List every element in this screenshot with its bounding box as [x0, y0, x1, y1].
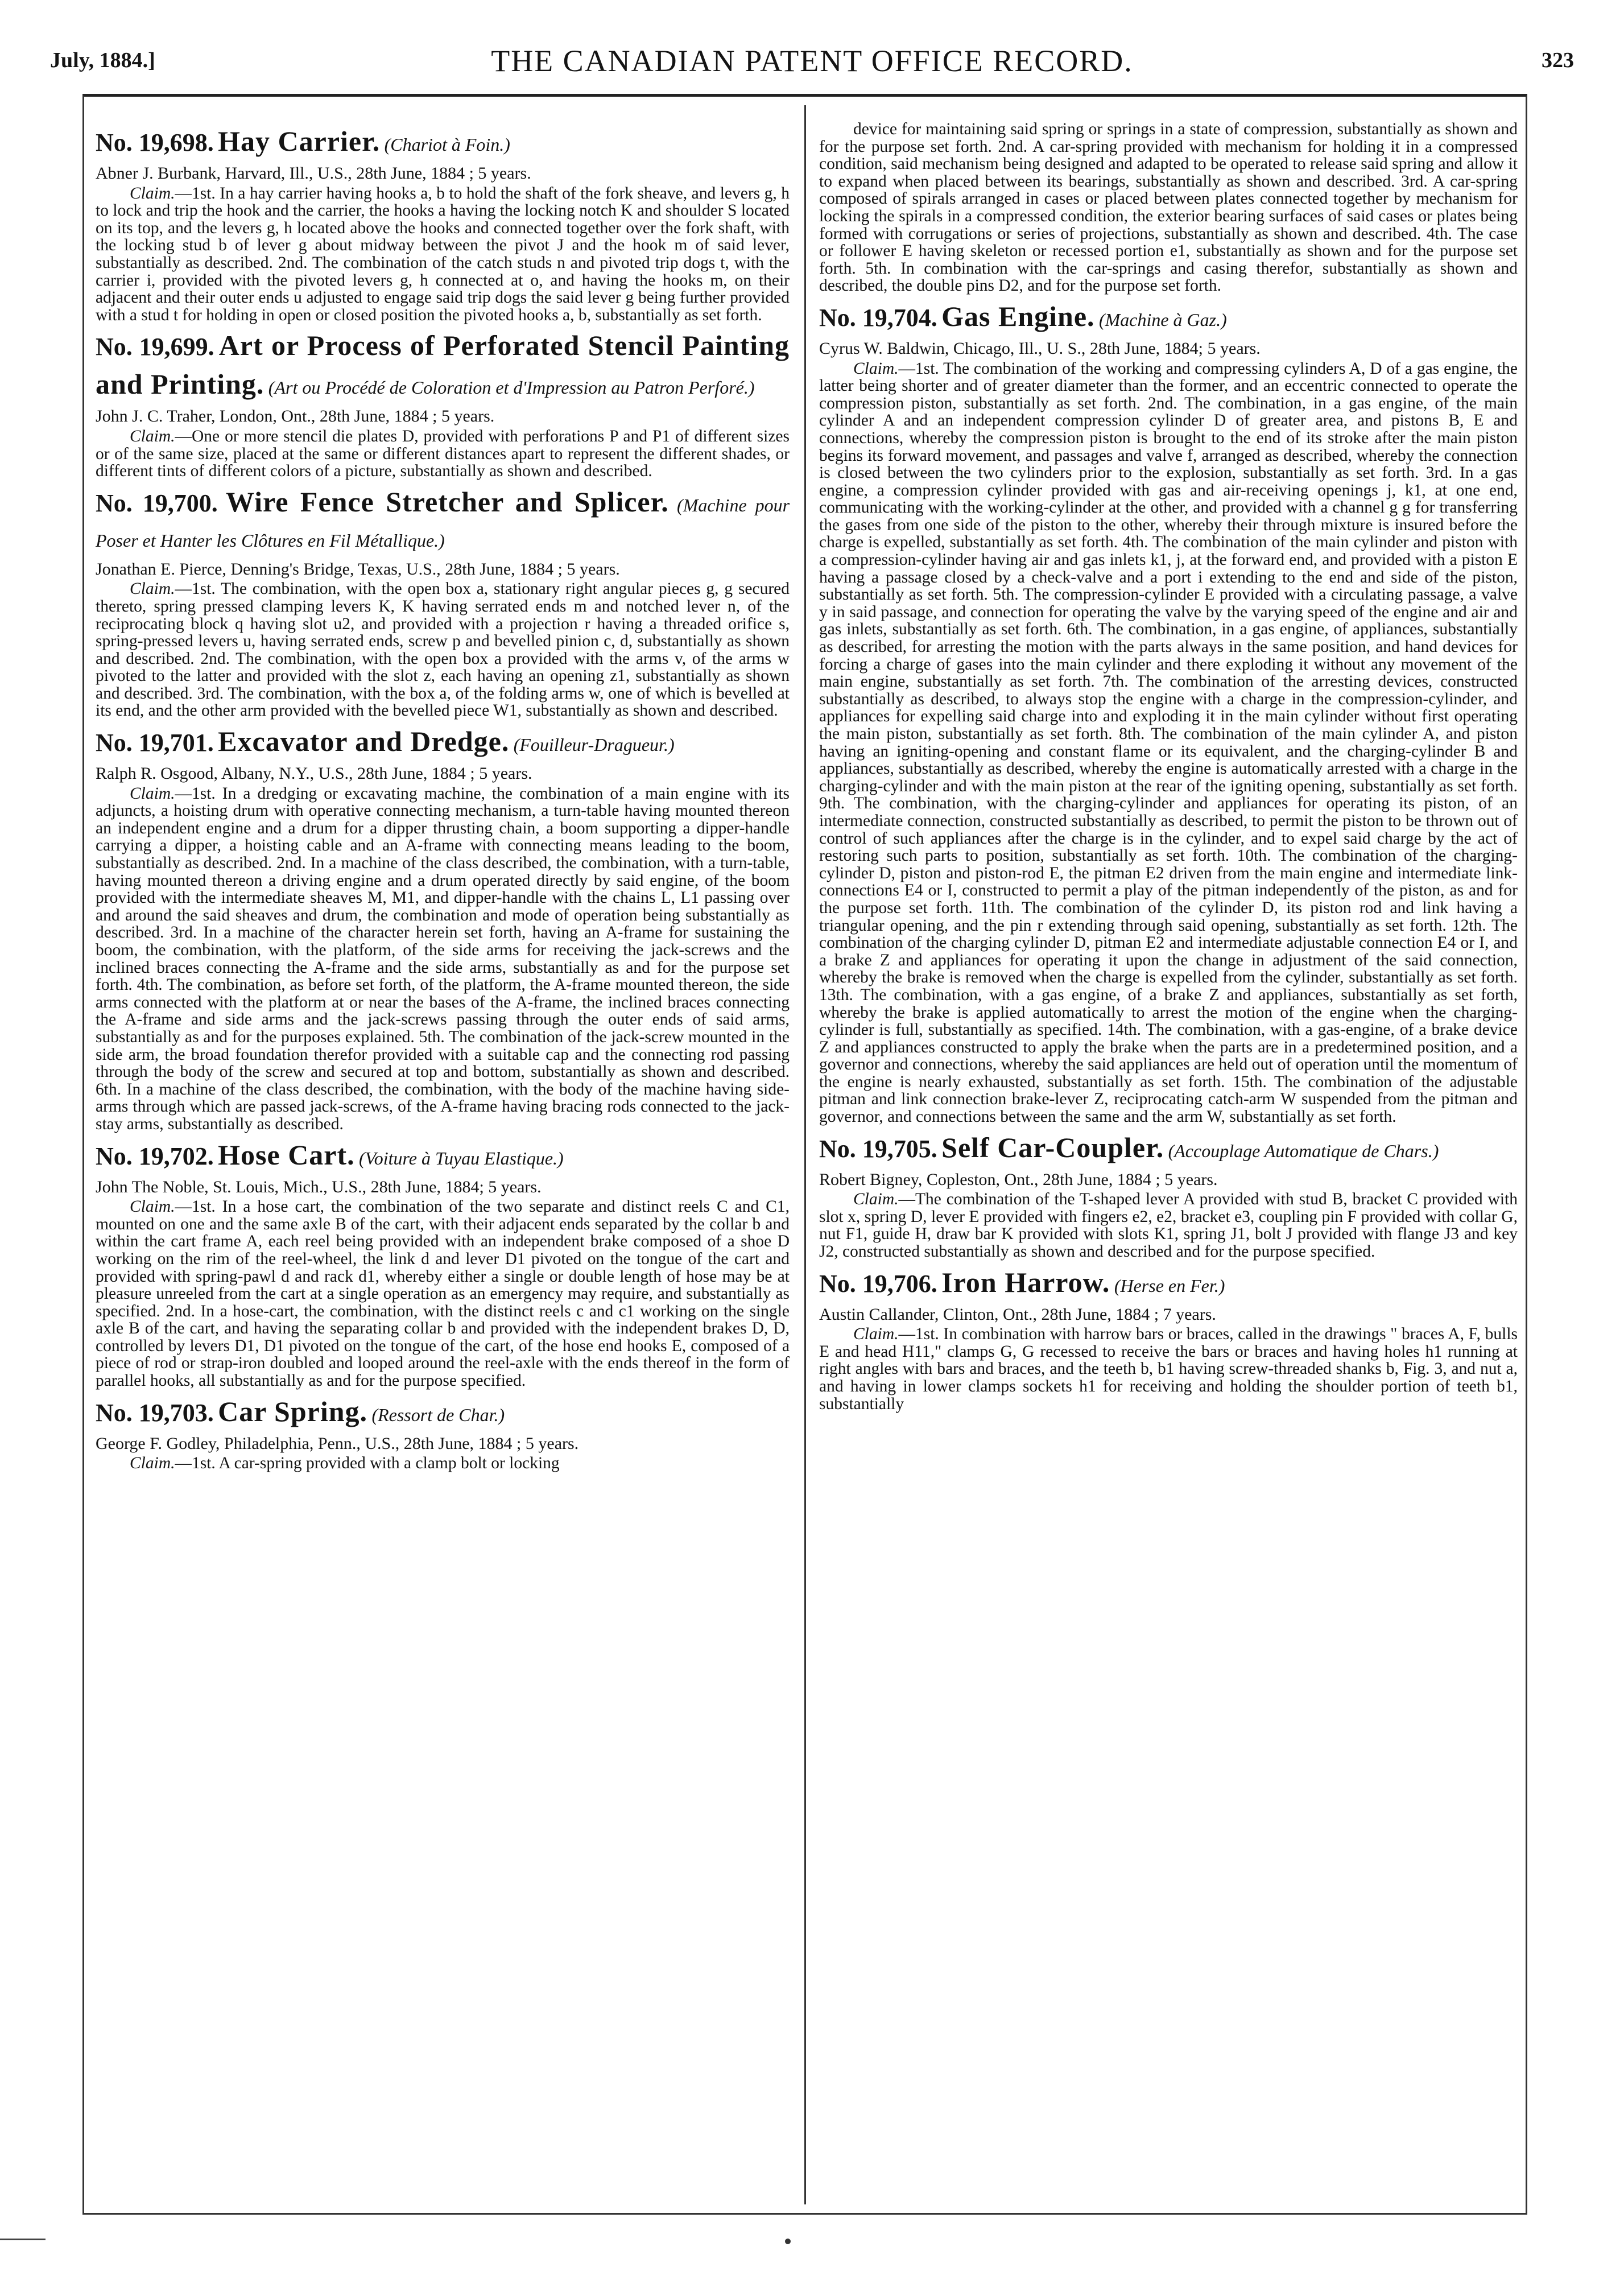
patent-number: No. 19,706.	[819, 1269, 937, 1298]
french-title: (Herse en Fer.)	[1114, 1275, 1225, 1296]
patent-entry	[96, 724, 790, 1133]
entry-heading	[96, 1394, 790, 1433]
french-title: (Art ou Procédé de Coloration et d'Impression au Patron Perforé.)	[268, 377, 755, 398]
patent-entry	[819, 1265, 1518, 1413]
claim-text	[819, 1191, 1518, 1260]
claim-label: Claim.	[130, 184, 175, 203]
invention-name: Hose Cart.	[218, 1138, 355, 1171]
margin-rule	[0, 2239, 46, 2240]
patent-number: No. 19,703.	[96, 1398, 214, 1427]
claim-label: Claim.	[130, 784, 175, 803]
claim-body: —One or more stencil die plates D, provided with perforations P and P1 of different sizes or of the same size, placed at the same or different distances apart to represent the different shades, or different tints of different colors of a picture, substantially as shown and described.	[96, 427, 790, 481]
french-title: (Machine à Gaz.)	[1098, 309, 1227, 330]
invention-name: Hay Carrier.	[218, 125, 381, 157]
claim-label: Claim.	[130, 1454, 175, 1473]
entry-heading	[96, 124, 790, 163]
claim-text	[96, 580, 790, 720]
claim-text	[96, 185, 790, 324]
claim-body: —1st. The combination of the working and compressing cylinders A, D of a gas engine, the latter being shorter and of greater diameter than the former, and an eccentric connected to operate the compression piston, substantially as set forth. 2nd. The combination, in a gas engine, of the main cylinder A and an independent compression cylinder D of greater area, and pistons B, E and connections, whereby the compression piston is brought to the end of its stroke after the main piston begins its forward movement, and passages and valve f, arranged as described, whereby the connection is closed between the two cylinders prior to the explosion, substantially as set forth. 3rd. In a gas engine, a compression cylinder provided with gas and air-receiving openings j, k1, at one end, communicating with the working-cylinder at the other, and provided with a channel g g for transferring the gases from one side of the piston to the other, whereby their through mixture is insured before the charge is expelled, substantially as set forth. 4th. The combination of the main cylinder and piston with a compression-cylinder having air and gas inlets k1, j, at the forward end, and provided with a piston E having a passage closed by a check-valve and a port i extending to the end and side of the piston, substantially as set forth. 5th. The compression-cylinder E provided with a circulating passage, a valve y in said passage, and connection for operating the valve by the varying speed of the engine and air and gas inlets, substantially as set forth. 6th. The combination, in a gas engine, of appliances, substantially as described, for arresting the motion with the parts always in the same position, and hand devices for forcing a charge of gases into the main cylinder and there exploding it without any movement of the main engine, substantially as set forth. 7th. The combination of the arresting devices, constructed substantially as described, to always stop the engine with a charge in the compression-cylinder, and appliances for expelling said charge into and exploding it in the main cylinder without first operating the main piston, substantially as set forth. 8th. The combination of the main cylinder A, and piston having an igniting-opening and constant flame or its equivalent, and the charging-cylinder B and appliances, substantially as described, whereby the engine is automatically arrested with a charge in the charging-cylinder and with the main piston at the rear of the igniting opening, substantially as set forth. 9th. The combination, with the charging-cylinder and appliances for operating its piston, of an intermediate connection, constructed substantially as described, to permit the piston to be thrown out of control of such appliances after the charge is in the cylinder, and to expel said charge by the act of restoring such parts to position, substantially as set forth. 10th. The combination of the charging-cylinder D, piston and piston-rod E, the pitman E2 driven from the main engine and intermediate link-connections E4 or I, constructed to permit a play of the pitman independently of the piston, as and for the purpose set forth. 11th. The combination of the cylinder D, its piston rod and link having a triangular opening, and the pin r extending through said opening, substantially as set forth. 12th. The combination of the charging cylinder D, pitman E2 and intermediate adjustable connection E4 or I, and a brake Z and appliances for operating it upon the change in adjustment of the said connection, whereby the brake is removed when the charge is expelled from the cylinder, substantially as set forth. 13th. The combination, with a gas engine, of a brake Z and appliances, substantially as set forth, whereby the brake is applied automatically to arrest the motion of the engine when the charging-cylinder is full, substantially as specified. 14th. The combination, with a gas-engine, of a brake device Z and appliances constructed to apply the brake when the parts are in a predetermined position, and a governor and connections, whereby the said appliances are held out of operation until the momentum of the engine is nearly exhausted, substantially as set forth. 15th. The combination of the adjustable pitman and link connection brake-lever Z, reciprocating catch-arm W suspended from the pitman and governor, and connections between the same and the arm W, substantially as set forth.	[819, 359, 1518, 1126]
patent-entry	[96, 1394, 790, 1472]
french-title: (Voiture à Tuyau Elastique.)	[359, 1147, 564, 1168]
left-column	[96, 121, 790, 2200]
inventor-byline: George F. Godley, Philadelphia, Penn., U.S., 28th June, 1884 ; 5 years.	[96, 1434, 579, 1453]
page-number: 323	[1542, 48, 1574, 72]
invention-name: Excavator and Dredge.	[218, 725, 510, 758]
claim-text	[819, 121, 1518, 295]
inventor-byline: Jonathan E. Pierce, Denning's Bridge, Texas, U.S., 28th June, 1884 ; 5 years.	[96, 559, 620, 579]
french-title: (Chariot à Foin.)	[384, 134, 510, 155]
claim-text	[96, 1198, 790, 1390]
publication-title: THE CANADIAN PATENT OFFICE RECORD.	[491, 44, 1133, 78]
claim-label: Claim.	[130, 1197, 175, 1216]
french-title: (Machine pour Poser et Hanter les Clôtures en Fil Métallique.)	[96, 494, 790, 551]
entry-heading	[96, 485, 790, 559]
patent-number: No. 19,700.	[96, 489, 218, 517]
claim-label: Claim.	[853, 1190, 899, 1209]
inventor-byline: John J. C. Traher, London, Ont., 28th June, 1884 ; 5 years.	[96, 407, 495, 426]
patent-entry	[96, 485, 790, 720]
page-header	[50, 40, 1574, 85]
invention-name: Gas Engine.	[941, 300, 1095, 332]
entry-heading	[96, 1138, 790, 1176]
inventor-byline: Abner J. Burbank, Harvard, Ill., U.S., 28th June, 1884 ; 5 years.	[96, 164, 531, 183]
ink-dot	[785, 2239, 791, 2244]
claim-label: Claim.	[853, 1325, 899, 1344]
right-column	[819, 121, 1518, 2200]
invention-name: Wire Fence Stretcher and Splicer.	[226, 485, 669, 518]
entry-heading	[819, 1265, 1518, 1304]
invention-name: Art or Process of Perforated Stencil Painting and Printing.	[96, 329, 790, 400]
patent-entry	[96, 1138, 790, 1390]
claim-text	[96, 1455, 790, 1472]
french-title: (Fouilleur-Dragueur.)	[513, 734, 675, 755]
patent-entry	[96, 124, 790, 324]
claim-label: Claim.	[130, 580, 175, 598]
french-title: (Ressort de Char.)	[371, 1404, 505, 1425]
entry-heading	[96, 724, 790, 763]
inventor-byline: Robert Bigney, Copleston, Ont., 28th June, 1884 ; 5 years.	[819, 1170, 1218, 1189]
entry-heading	[96, 328, 790, 406]
inventor-byline: Ralph R. Osgood, Albany, N.Y., U.S., 28th June, 1884 ; 5 years.	[96, 764, 532, 783]
column-divider	[804, 105, 806, 2204]
patent-entry	[819, 1130, 1518, 1261]
claim-body: device for maintaining said spring or springs in a state of compression, substantially as shown and for the purpose set forth. 2nd. A car-spring provided with mechanism for holding it in a compressed condition, said mechanism being designed and adapted to be operated to release said spring and allow it to expand when placed between its bearings, substantially as shown and described. 3rd. A car-spring composed of spirals arranged in cases or placed between plates connected together by mechanism for locking the spirals in a compressed condition, the exterior bearing surfaces of said cases or plates being formed with corrugations or series of projections, substantially as shown and described. 4th. The case or follower E having skeleton or recessed portion e1, substantially as shown and for the purpose set forth. 5th. In combination with the car-springs and casing therefor, substantially as shown and described, the double pins D2, and for the purpose set forth.	[819, 121, 1518, 295]
claim-text	[819, 360, 1518, 1126]
patent-number: No. 19,705.	[819, 1134, 937, 1163]
invention-name: Iron Harrow.	[941, 1266, 1110, 1298]
patent-entry	[96, 328, 790, 480]
inventor-byline: John The Noble, St. Louis, Mich., U.S., 28th June, 1884; 5 years.	[96, 1177, 542, 1196]
claim-text	[96, 785, 790, 1133]
claim-body: —The combination of the T-shaped lever A provided with stud B, bracket C provided with slot x, spring D, lever E provided with fingers e2, e2, bracket e3, coupling pin F provided with collar G, nut F1, guide H, draw bar K provided with slots K1, spring J1, bolt J provided with flange J3 and key J2, constructed substantially as shown and described and for the purpose specified.	[819, 1190, 1518, 1261]
inventor-byline: Cyrus W. Baldwin, Chicago, Ill., U. S., 28th June, 1884; 5 years.	[819, 338, 1261, 358]
inventor-byline: Austin Callander, Clinton, Ont., 28th June, 1884 ; 7 years.	[819, 1304, 1216, 1324]
french-title: (Accouplage Automatique de Chars.)	[1168, 1140, 1439, 1161]
claim-body: —1st. In combination with harrow bars or braces, called in the drawings " braces A, F, bulls E and head H11," clamps G, G recessed to receive the bars or braces and having holes h1 running at right angles with bars and braces, and the teeth b, b1 having screw-threaded shanks b, Fig. 3, and nut a, and having in lower clamps sockets h1 for receiving and holding the shoulder portion of teeth b1, substantially	[819, 1325, 1518, 1413]
patent-entry	[819, 121, 1518, 295]
patent-number: No. 19,702.	[96, 1142, 214, 1170]
claim-body: —1st. In a hose cart, the combination of the two separate and distinct reels C and C1, mounted on one and the same axle B of the cart, with their adjacent ends separated by the collar b and within the cart frame A, each reel being provided with an independent brake composed of a shoe D working on the rim of the reel-wheel, the link d and lever D1 pivoted on the tongue of the cart and provided with spring-pawl d and rack d1, whereby either a single or double length of hose may be at pleasure unreeled from the cart at a single operation as an emergency may require, and substantially as specified. 2nd. In a hose-cart, the combination, with the distinct reels c and c1 working on the single axle B of the cart, and having the separating collar b and provided with the independent brakes D, D, controlled by levers D1, D1 pivoted on the tongue of the cart, of the hose end hooks E, composed of a piece of rod or strap-iron doubled and looped around the reel-axle with the ends thereof in the form of parallel hooks, all substantially as and for the purpose specified.	[96, 1197, 790, 1390]
invention-name: Car Spring.	[218, 1395, 368, 1427]
claim-label: Claim.	[130, 427, 175, 445]
claim-label: Claim.	[853, 359, 899, 378]
claim-text	[819, 1325, 1518, 1413]
patent-entry	[819, 299, 1518, 1126]
entry-heading	[819, 1130, 1518, 1169]
claim-body: —1st. In a dredging or excavating machine, the combination of a main engine with its adjuncts, a hoisting drum with operative connecting mechanism, a turn-table having mounted thereon an independent engine and a drum for a dipper thrusting chain, a boom supporting a dipper-handle carrying a dipper, a hoisting cable and an A-frame with connecting means leading to the boom, substantially as described. 2nd. In a machine of the class described, the combination, with a turn-table, having mounted thereon a driving engine and a drum operated directly by said engine, of the boom provided with the intermediate sheaves M, M1, and dipper-handle with the chains L, L1 passing over and around the said sheaves and drum, the combination and mode of operation being substantially as described. 3rd. In a machine of the character herein set forth, having an A-frame for sustaining the boom, the combination, with the platform, of the side arms for receiving the jack-screws and the inclined braces connecting the A-frame and the side arms, substantially as and for the purpose set forth. 4th. The combination, as before set forth, of the platform, the A-frame mounted thereon, the side arms connected with the platform at or near the bases of the A-frame, the inclined braces connecting the A-frame and side arms and the jack-screws passing through the outer ends of said arms, substantially as and for the purposes explained. 5th. The combination of the jack-screw mounted in the side arm, the broad foundation therefor provided with a suitable cap and the connecting rod passing through the body of the screw and secured at top and bottom, substantially as shown and described. 6th. In a machine of the class described, the combination, with the body of the machine having side-arms through which are passed jack-screws, of the A-frame having bracing rods connected to the jack-stay arms, substantially as described.	[96, 784, 790, 1133]
patent-number: No. 19,698.	[96, 129, 214, 156]
entry-heading	[819, 299, 1518, 338]
claim-body: —1st. A car-spring provided with a clamp bolt or locking	[175, 1454, 560, 1473]
claim-body: —1st. In a hay carrier having hooks a, b to hold the shaft of the fork sheave, and levers g, h to lock and trip the hook and the carrier, the hooks a having the locking notch K and shoulder S located on its top, and the levers g, h located above the hooks and connected together over the fork shaft, with the locking stud b of lever g about midway between the pivot J and the hook m of said lever, substantially as described. 2nd. The combination of the catch studs n and pivoted trip dogs t, with the carrier i, provided with the pivoted levers g, h connected at o, and having the hooks m, on their adjacent and their outer ends u adjusted to engage said trip dogs the said lever g being further provided with a stud t for holding in open or closed position the pivoted hooks a, b, substantially as set forth.	[96, 184, 790, 324]
patent-number: No. 19,701.	[96, 729, 214, 757]
claim-text	[96, 428, 790, 480]
patent-number: No. 19,704.	[819, 303, 937, 332]
issue-date: July, 1884.]	[50, 48, 155, 72]
patent-number: No. 19,699.	[96, 333, 214, 361]
claim-body: —1st. The combination, with the open box a, stationary right angular pieces g, g secured thereto, spring pressed clamping levers K, K having serrated ends m and notched lever n, of the reciprocating block q having slot u2, and provided with a projection r having a threaded orifice s, spring-pressed levers u, having serrated ends, screw p and bevelled pinion c, d, substantially as shown and described. 2nd. The combination, with the open box a provided with the arms v, of the arms w pivoted to the latter and provided with the slot z, each having an opening z1, substantially as shown and described. 3rd. The combination, with the box a, of the folding arms w, one of which is bevelled at its end, and the other arm provided with the bevelled piece W1, substantially as shown and described.	[96, 580, 790, 720]
invention-name: Self Car-Coupler.	[941, 1131, 1164, 1163]
